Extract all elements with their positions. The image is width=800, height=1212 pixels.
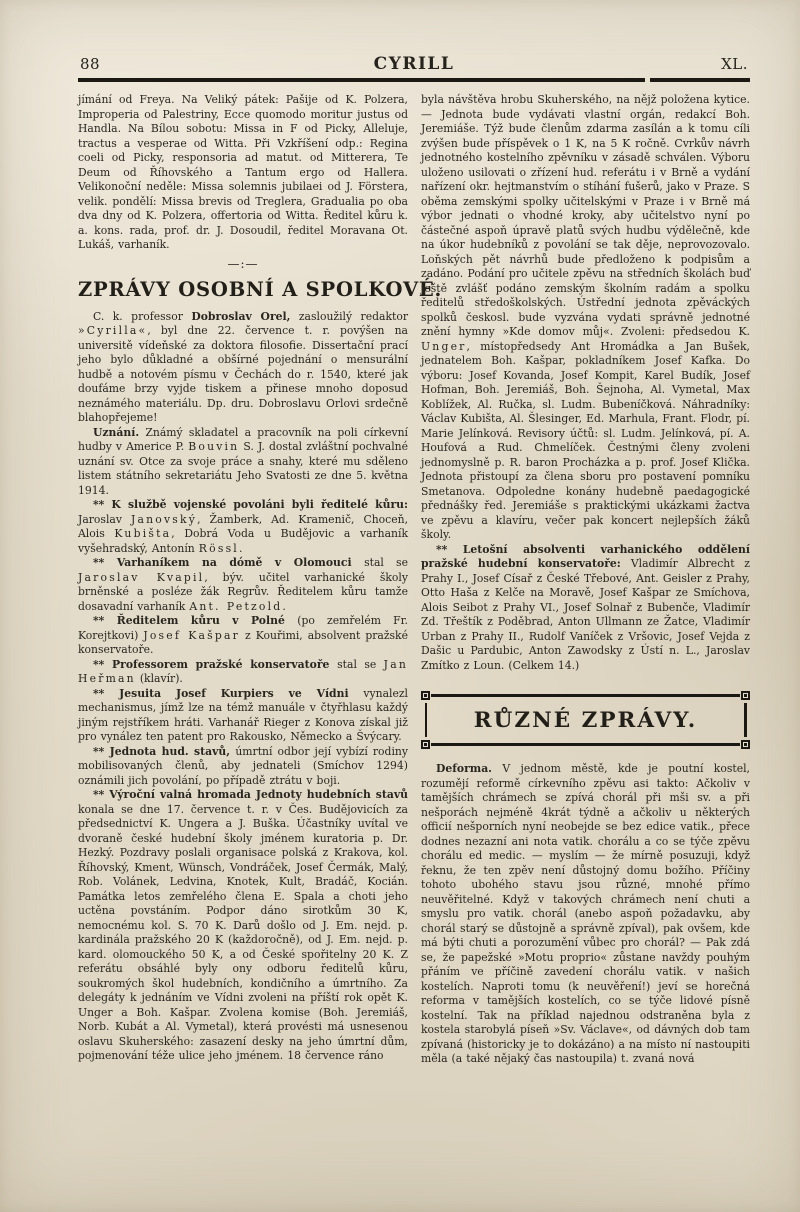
text-run: úmrtní odbor její vybízí rodiny mobilisovaných členů, aby jednateli (Smíchov 1294) oznámili jich povolání, po případě ztrátu v boji. [78, 744, 408, 787]
letterspaced-name-run: Jaroslav Kvapil [78, 570, 205, 584]
text-run: z Kouřimi, absolvent pražské konservatoře. [78, 628, 408, 656]
bold-run: ** K službě vojenské povoláni byli ředitelé kůru: [93, 498, 408, 511]
page-number: 88 [80, 55, 101, 73]
box-rule-bottom [421, 740, 750, 749]
text-run: . [282, 599, 286, 613]
section-heading: ZPRÁVY OSOBNÍ A SPOLKOVÉ. [78, 277, 443, 301]
box-rule-top [421, 691, 750, 700]
two-column-text [78, 93, 750, 1067]
letterspaced-name-run: Rössl [198, 541, 239, 555]
text-run: jímání od Freya. Na Veliký pátek: Pašije od K. Polzera, Improperia od Palestriny, Ecce quomodo moritur justus od Handla. Na Bílou sobotu: Missa in F od Picky, Alleluje, tractus a vesperae od Witta. Při Vzkříšení odp.: Regina coeli od Picky, responsoria ad matut. od Mitterera, Te Deum od Říhovského a Tantum ergo od Hallera. Velikonoční neděle: Missa solemnis jubilaei od J. Förstera, velik. pondělí: Missa brevis od Treglera, Gradualia po oba dva dny od K. Polzera, offertoria od Witta. Ředitel kůru k. a. kons. rada, prof. dr. J. Dosoudil, ředitel Moravana Ot. Lukáš, varhaník. [78, 93, 408, 251]
letterspaced-name-run: Janovský [130, 512, 198, 526]
text-run: konala se dne 17. července t. r. v Čes. Budějovicích za předsednictví K. Ungera a J. Buška. Účastníky uvítal ve dvoraně české hudební školy jménem kuratoria p. Dr. Hezký. Pozdravy poslali organisace polská z Krakova, kol. Říhovský, Kment, Wünsch, Vondráček, Josef Čermák, Malý, Rob. Volánek, Ledvina, Knotek, Kult, Bradáč, Kocián. Památka letos zemřelého člena E. Spala a choti jeho uctěna povstáním. Podpor dáno sirotkům 30 K, nemocnému kol. S. 70 K. Darů došlo od J. Em. nejd. p. kardinála pražského 20 K (každoročně), od J. Em. nejd. p. kard. olomouckého 50 K, a od České spořitelny 20 K. Z referátu obsáhlé byly ony odboru ředitelů kůru, soukromých škol hudebních, kondičního a úmrtního. Za delegáty k jednáním ve Vídni zvoleni na příští rok opět K. Unger a Boh. Kašpar. Zvolena komise (Boh. Jeremiáš, Norb. Kubát a Al. Vymetal), která provésti má usnesenou oslavu Skuherského: zasazení desky na jeho úmrtní dům, pojmenování téže ulice jeho jménem. 18 července ráno [78, 802, 408, 1062]
text-run: . [238, 541, 243, 555]
page-content [78, 54, 750, 1067]
journal-title: CYRILL [373, 54, 455, 74]
bold-run: ** Jesuita Josef Kurpiers ve Vídni [93, 686, 364, 700]
paragraph [78, 658, 408, 687]
text-run: , Dobrá Voda u Budějovic a varhaník vyšehradský, Antonín [78, 527, 409, 555]
bold-run: Deforma. [436, 762, 492, 775]
paragraph [78, 788, 408, 1064]
text-run: C. k. professor [93, 309, 192, 323]
rule-line [431, 743, 740, 746]
paragraph [78, 745, 408, 789]
text-run: , místopředsedy Ant Hromádka a Jan Bušek, jednatelem Boh. Kašpar, pokladníkem Josef Kafka. Do výboru: Josef Kovanda, Josef Kompit, Karel Budík, Josef Hofman, Boh. Jeremiáš, Boh. Šejnoha, Al. Vymetal, Max Koblížek, Al. Ručka, sl. Ludm. Bubeníčková. Náhradníky: Václav Kubišta, Al. Šlesinger, Ed. Marhula, Frant. Flodr, pí. Marie Jelínková. Revisory účtů: sl. Ludm. Jelínková, pí. A. Houfová a Rud. Chmelíček. Čestnými členy zvoleni jednomyslně p. R. baron Procházka a p. prof. Josef Klička. Jednota přistoupí za člena sboru pro postavení pomníku Smetanova. Odpoledne konány hudebně paedagogické přednášky řed. Jeremiáše s praktickými ukázkami žactva ve zpěvu a klavíru, večer pak koncert nejlepších žáků školy. [421, 339, 750, 541]
text-run: stal se [364, 556, 408, 569]
paragraph [421, 93, 750, 543]
text-run: Vladimír Albrecht z Prahy I., Josef Císař z České Třebové, Ant. Geisler z Prahy, Otto Haša z Kelče na Moravě, Josef Kašpar ze Smíchova, Alois Seibot z Prahy VI., Josef Solnař z Bubenče, Vladimír Zd. Třeštík z Poděbrad, Anton Ullmann ze Žatce, Vladimír Urban z Prahy II., Rudolf Vaníček z Vršovic, Josef Vejda z Dašic u Pardubic, Anton Zawodsky z Ústí n. L., Jaroslav Zmítko z Loun. (Celkem 14.) [421, 557, 750, 672]
letterspaced-name-run: Unger [421, 339, 467, 353]
paragraph [78, 498, 408, 556]
text-run: V jednom městě, kde je poutní kostel, rozumějí reformě církevního zpěvu asi takto: Ačkoliv v tamějších chrámech se zpívá chorál při mši sv. a při nešporách nejméně 4krát týdně a ačkoliv u některých officií nešporních nyní neobejde se bez edice vatik., přece dodnes nezazní ani nota vatik. chorálu a co se týče zpěvu chorálu ed medic. — myslím — že mírně posuzuji, když řeknu, že ten zpěv není důstojný domu božího. Příčiny tohoto ubohého stavu jsou různé, mnohé přímo neuvěřitelné. Když v takových chrámech není chuti a smyslu pro vatik. chorál (anebo aspoň požadavku, aby chorál starý se důstojně a správně zpíval), pak ovšem, kde má býti chuti a porozumění vůbec pro chorál? — Pak zdá se, že papežské »Motu proprio« zůstane navždy pouhým přáním ve příčině zavedení chorálu vatik. v našich kostelích. Naproti tomu (k neuvěření!) jeví se horečná reforma v tamějších kostelích, co se týče lidové písně kostelní. Tak na příklad najednou odstraněna byla z kostela starobylá píseň »Sv. Václave«, od dávných dob tam zpívaná (historicky je to dokázáno) a na místo ní nastoupiti měla (a také nějaký čas nastoupila) t. zvaná nová [421, 762, 750, 1065]
bold-run: ** Letošní absolventi varhanického oddělení pražské hudební konservatoře: [421, 542, 750, 570]
section-divider: —:— [227, 256, 259, 271]
right-column [421, 93, 750, 1067]
paragraph [78, 310, 408, 426]
corner-ornament-icon [741, 740, 750, 749]
letterspaced-name-run: Bouvin [188, 440, 240, 453]
text-run: stal se [337, 657, 384, 671]
paragraph [78, 556, 408, 614]
bold-run: ** Varhaníkem na dómě v Olomouci [93, 556, 365, 569]
letterspaced-name-run: Ant. Petzold [189, 599, 283, 613]
letterspaced-name-run: »Cyrilla« [78, 324, 148, 337]
paragraph [78, 614, 408, 658]
letterspaced-name-run: Kubišta [114, 527, 172, 540]
text-run: , byl dne 22. července t. r. povýšen na universitě vídeňské za doktora filosofie. Dissertační prací jeho bylo důkladné a obšírné pojednání o mensurální hudbě a notovém písmu v Čechách do r. 1540, které jak doufáme brzy vyjde tiskem a přinese mnoho doposud neznámého materiálu. Dp. dru. Dobroslavu Orlovi srdečně blahopřejeme! [78, 324, 408, 424]
corner-ornament-icon [421, 740, 430, 749]
issue-number: XL. [721, 55, 748, 73]
bold-run: ** Výroční valná hromada Jednoty hudebních stavů [93, 788, 408, 801]
text-run: , býv. učitel varhanické školy brněnské a posléze žák Regrův. Ředitelem kůru tamže dosavadní varhaník [78, 570, 408, 613]
text-run: (po zemřelém Fr. Korejtkovi) [78, 614, 408, 642]
rule-line [431, 694, 740, 697]
letterspaced-name-run: Jan Heřman [78, 657, 408, 685]
bold-run: ** Ředitelem kůru v Polné [93, 614, 298, 627]
left-column [78, 93, 443, 1067]
text-run: Známý skladatel a pracovník na poli církevní hudby v Americe P. [78, 425, 408, 453]
text-run: Jaroslav [78, 512, 131, 526]
text-run: zasloužilý redaktor [290, 309, 408, 323]
corner-ornament-icon [421, 691, 430, 700]
paragraph [78, 426, 408, 499]
text-run: (klavír). [135, 672, 183, 685]
text-run: S. J. dostal zvláštní pochvalné uznání sv. Otce za svoje práce a snahy, které mu sděleno listem státního sekretariátu Jeho Svatosti ze dne 5. května 1914. [78, 440, 408, 497]
corner-ornament-icon [741, 691, 750, 700]
header-rule-left-segment [78, 78, 645, 82]
bold-run: Dobroslav Orel, [191, 309, 291, 323]
paragraph [421, 543, 750, 674]
bold-run: Uznání. [93, 425, 140, 439]
bold-run: ** Jednota hud. stavů, [93, 744, 236, 758]
paragraph [421, 762, 750, 1067]
header-rule [78, 78, 750, 82]
bold-run: ** Professorem pražské konservatoře [93, 657, 338, 671]
paragraph [78, 93, 408, 253]
box-side-bar [425, 703, 428, 737]
running-head [78, 54, 750, 74]
boxed-section-heading [421, 691, 750, 749]
paragraph [78, 687, 408, 745]
text-run: byla návštěva hrobu Skuherského, na nějž položena kytice. — Jednota bude vydávati vlastní orgán, redakcí Boh. Jeremiáše. Týž bude členům zdarma zasílán a k tomu cíli zvýšen bude příspěvek o 1 K, na 5 K ročně. Cvrkův návrh jednotného kostelního zpěvníku v zásadě schválen. Výboru uloženo usilovati o zřízení hud. referátu i v Brně a vydání nařízení okr. hejtmanstvím o stíhání fušerů, jako v Praze. S oběma zemskými spolky učitelskými v Praze i v Brně má výbor jednati o vhodné kroky, aby učitelstvo nyní po částečné aspoň úpravě platů svých hudbu výdělečně, kde na úkor hudebníků z povolání se tak děje, neprovozovalo. Loňských pět návrhů bude předloženo k podpisům a zadáno. Podání pro učitele zpěvu na středních školách buď ještě zvlášť podáno zemským školním radám a spolku ředitelů středoškolských. Ústřední jednota zpěváckých spolků českosl. bude vyzvána vydati správně jednotné znění hymny »Kde domov můj«. Zvoleni: předsedou K. [421, 93, 750, 338]
letterspaced-name-run: Josef Kašpar [143, 628, 241, 642]
text-run: , Žamberk, Ad. Kramenič, Choceň, Alois [78, 512, 408, 540]
header-rule-right-segment [650, 78, 750, 82]
box-side-bar [744, 703, 747, 737]
text-run: vynalezl mechanismus, jímž lze na témž manuále v čtyřhlasu každý jiným rejstříkem hráti. Varhanář Rieger z Konova získal již pro vynález ten patent pro Rakousko, Německo a Švýcary. [78, 686, 408, 743]
box-middle [421, 700, 750, 740]
boxed-heading-title: RŮZNÉ ZPRÁVY. [473, 707, 698, 733]
